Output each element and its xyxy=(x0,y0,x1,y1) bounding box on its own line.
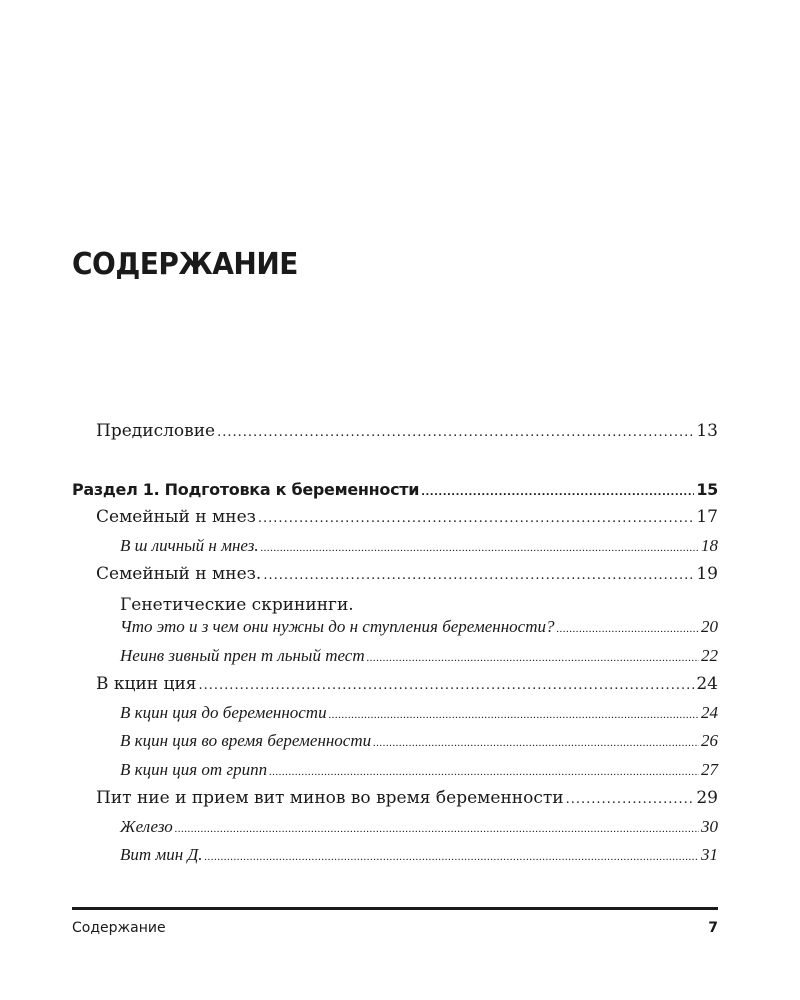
toc-entry-genetic-screening[interactable] xyxy=(120,617,718,637)
toc-entry-preface[interactable] xyxy=(96,421,718,441)
toc-page-number: 20 xyxy=(701,617,718,636)
toc-entry-label: В кцин ция до беременности xyxy=(120,703,327,722)
dot-leader xyxy=(566,792,695,807)
toc-entry-vacc-flu[interactable] xyxy=(120,760,718,780)
dot-leader xyxy=(269,766,699,778)
dot-leader xyxy=(217,425,694,440)
toc-page-number: 15 xyxy=(696,480,718,499)
toc-page-number: 13 xyxy=(696,421,718,441)
toc-page-number: 19 xyxy=(696,564,718,584)
toc-entry-label: Неинв зивный прен т льный тест xyxy=(120,646,365,665)
footer-divider xyxy=(72,907,718,910)
dot-leader xyxy=(373,737,699,749)
toc-entry-personal-history[interactable] xyxy=(120,536,718,556)
toc-entry-vitamin-d[interactable] xyxy=(120,845,718,865)
toc-entry-vacc-during[interactable] xyxy=(120,731,718,751)
toc-entry-family-history-2[interactable] xyxy=(96,564,718,584)
footer-running-title: Содержание xyxy=(72,920,166,936)
dot-leader xyxy=(205,851,699,863)
dot-leader xyxy=(263,568,694,583)
dot-leader xyxy=(557,623,700,635)
toc-entry-genetic-screening-heading: Генетические скрининги. xyxy=(120,595,354,615)
toc-entry-label: В кцин ция во время беременности xyxy=(120,731,372,750)
toc-page-number: 31 xyxy=(701,845,718,864)
toc-entry-nutrition[interactable] xyxy=(96,788,718,808)
dot-leader xyxy=(367,652,699,664)
toc-entry-label: Пит ние и прием вит минов во время беременности xyxy=(96,788,564,808)
dot-leader xyxy=(175,823,699,835)
toc-entry-label: Семейный н мнез. xyxy=(96,564,262,584)
toc-page-number: 24 xyxy=(696,674,718,694)
toc-page-number: 24 xyxy=(701,703,718,722)
toc-entry-vacc-before[interactable] xyxy=(120,703,718,723)
toc-page-number: 30 xyxy=(701,817,718,836)
toc-entry-label: Вит мин Д. xyxy=(120,845,203,864)
toc-entry-label: В кцин ция xyxy=(96,674,197,694)
toc-entry-label: Предисловие xyxy=(96,421,216,441)
dot-leader xyxy=(258,511,694,526)
dot-leader xyxy=(261,542,699,554)
toc-entry-label: Железо xyxy=(120,817,173,836)
toc-entry-iron[interactable] xyxy=(120,817,718,837)
toc-page-number: 18 xyxy=(701,536,718,555)
footer-page-number: 7 xyxy=(708,920,718,936)
toc-entry-label: Семейный н мнез xyxy=(96,507,256,527)
toc-entry-label: В ш личный н мнез. xyxy=(120,536,259,555)
toc-entry-vaccination[interactable] xyxy=(96,674,718,694)
dot-leader xyxy=(421,487,694,498)
toc-page-number: 22 xyxy=(701,646,718,665)
toc-page-number: 27 xyxy=(701,760,718,779)
toc-section-heading[interactable] xyxy=(72,480,718,499)
page-title: СОДЕРЖАНИЕ xyxy=(72,246,298,282)
toc-entry-label: Что это и з чем они нужны до н ступления беременности? xyxy=(120,617,555,636)
toc-entry-label: В кцин ция от грипп xyxy=(120,760,268,779)
toc-entry-family-history[interactable] xyxy=(96,507,718,527)
dot-leader xyxy=(199,678,695,693)
toc-page-number: 26 xyxy=(701,731,718,750)
toc-section-label: Раздел 1. Подготовка к беременности xyxy=(72,480,420,499)
toc-entry-nipt[interactable] xyxy=(120,646,718,666)
toc-page-number: 29 xyxy=(696,788,718,808)
toc-page-number: 17 xyxy=(696,507,718,527)
dot-leader xyxy=(329,709,699,721)
